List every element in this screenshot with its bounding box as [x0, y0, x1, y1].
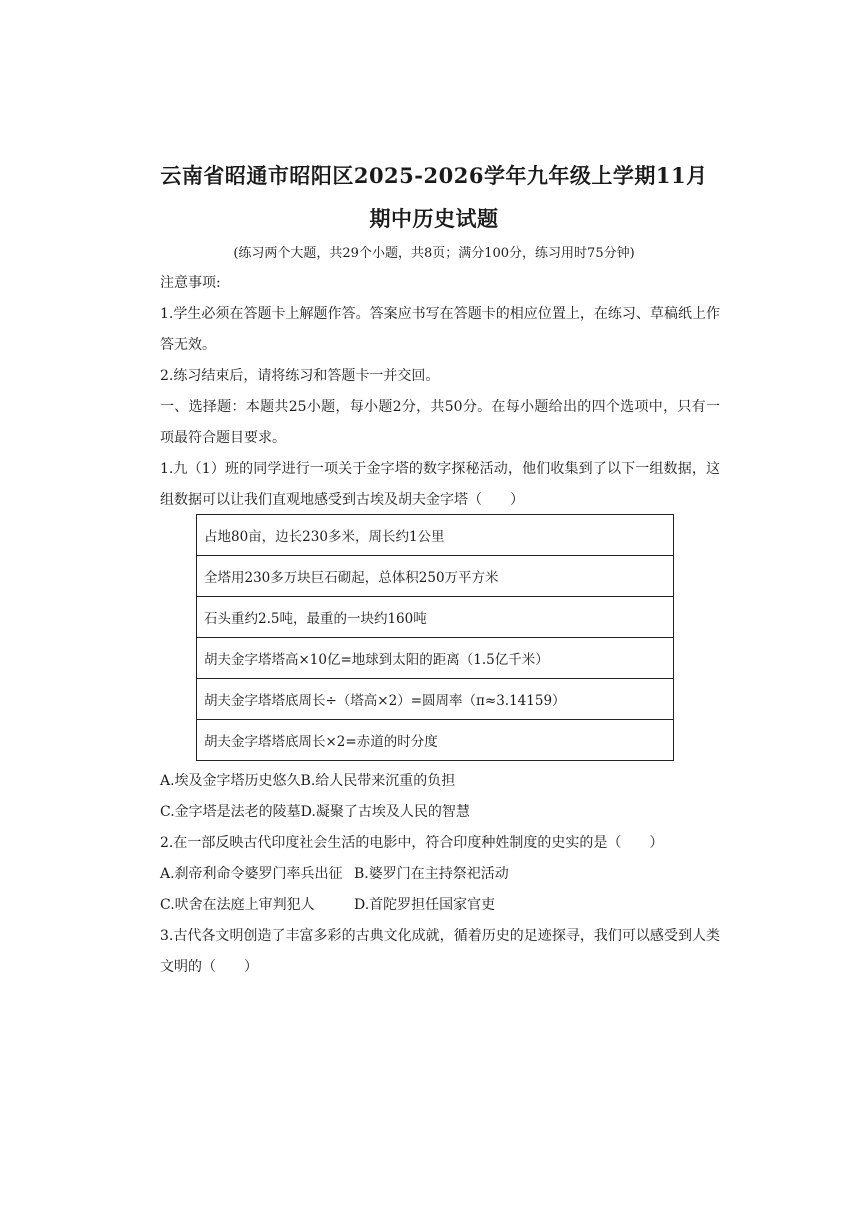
q2-option-c: C.吠舍在法庭上审判犯人	[160, 897, 315, 913]
table-cell: 石头重约2.5吨，最重的一块约160吨	[197, 597, 674, 638]
q3-stem-line2: 文明的（ ）	[160, 959, 258, 975]
q2-option-a: A.刹帝利命令婆罗门率兵出征	[160, 866, 343, 882]
q3-stem-line1: 3.古代各文明创造了丰富多彩的古典文化成就，循着历史的足迹探寻，我们可以感受到人类	[160, 928, 720, 944]
table-row	[197, 515, 674, 556]
table-cell: 占地80亩，边长230多米，周长约1公里	[197, 515, 674, 556]
notice-heading: 注意事项:	[160, 275, 221, 291]
notice-item1-line1: 1.学生必须在答题卡上解题作答。答案应书写在答题卡的相应位置上，在练习、草稿纸上作	[160, 306, 720, 322]
exam-title-line1: 云南省昭通市昭阳区2025-2026学年九年级上学期11月	[160, 163, 708, 188]
table-cell: 胡夫金字塔塔底周长÷（塔高×2）=圆周率（π≈3.14159）	[197, 679, 674, 720]
q2-option-b: B.婆罗门在主持祭祀活动	[354, 866, 509, 882]
table-row	[197, 556, 674, 597]
q2-stem: 2.在一部反映古代印度社会生活的电影中，符合印度种姓制度的史实的是（ ）	[160, 835, 664, 851]
q2-options-row1	[160, 865, 720, 883]
notice-item2: 2.练习结束后，请将练习和答题卡一并交回。	[160, 368, 440, 384]
q1-options-line1: A.埃及金字塔历史悠久B.给人民带来沉重的负担	[160, 773, 456, 789]
q1-options-line2: C.金字塔是法老的陵墓D.凝聚了古埃及人民的智慧	[160, 804, 470, 820]
exam-title-line2: 期中历史试题	[369, 206, 499, 231]
q2-options-row2	[160, 896, 720, 914]
table-row	[197, 679, 674, 720]
table-row	[197, 638, 674, 679]
exam-subtitle: (练习两个大题，共29个小题，共8页；满分100分，练习用时75分钟)	[233, 246, 635, 261]
notice-item1-line2: 答无效。	[160, 337, 216, 353]
table-cell: 胡夫金字塔塔底周长×2=赤道的时分度	[197, 720, 674, 761]
table-row	[197, 597, 674, 638]
q1-stem-line2: 组数据可以让我们直观地感受到古埃及胡夫金字塔（ ）	[160, 492, 524, 508]
section1-instruction-line1: 一、选择题：本题共25小题，每小题2分，共50分。在每小题给出的四个选项中，只有一	[160, 399, 720, 415]
section1-instruction-line2: 项最符合题目要求。	[160, 430, 286, 446]
pyramid-data-table	[196, 514, 674, 761]
q2-option-d: D.首陀罗担任国家官吏	[354, 897, 496, 913]
table-cell: 胡夫金字塔塔高×10亿=地球到太阳的距离（1.5亿千米）	[197, 638, 674, 679]
table-cell: 全塔用230多万块巨石砌起，总体积250万平方米	[197, 556, 674, 597]
table-row	[197, 720, 674, 761]
q1-stem-line1: 1.九（1）班的同学进行一项关于金字塔的数字探秘活动，他们收集到了以下一组数据，这	[160, 461, 720, 477]
